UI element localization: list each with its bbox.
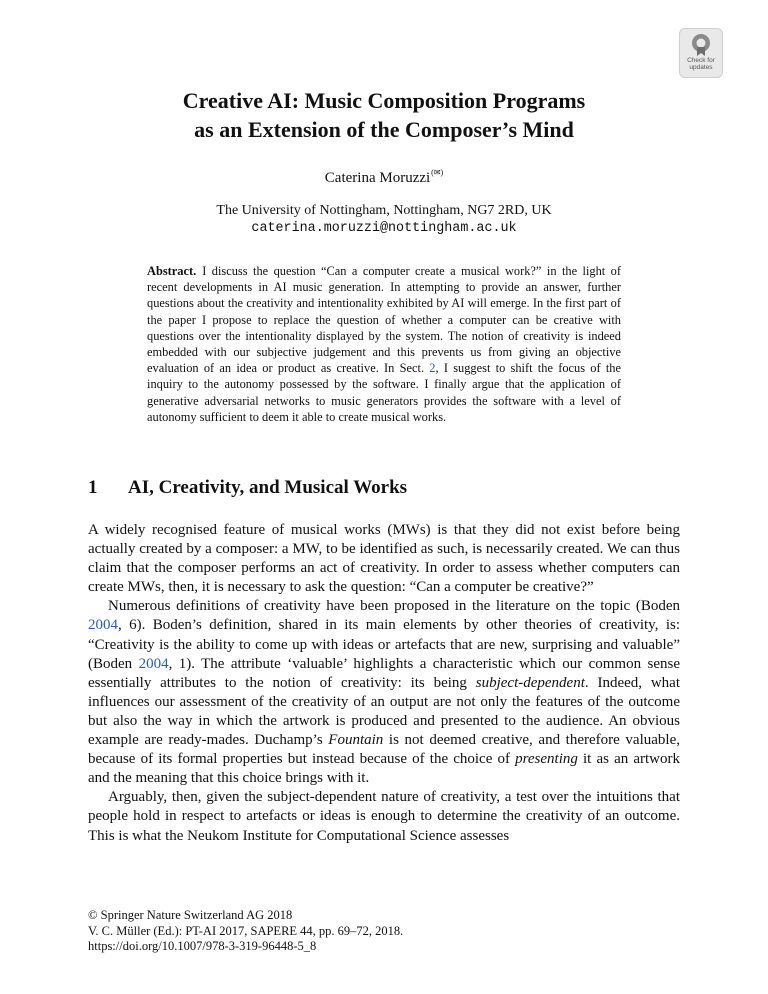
envelope-icon[interactable]: (✉) (431, 168, 444, 177)
abstract-text-a: I discuss the question “Can a computer create a musical work?” in the light of recent developments in AI music generation. In attempting to provide an answer, further questions about the creativity and intentionality exhibited by AI will emerge. In the first part of the paper I propose to replace the question of whether a computer can be creative with questions over the intentionality displayed by the system. The notion of creativity is indeed embedded with our subjective judgement and this prevents us from giving an objective evaluation of an idea or product as creative. In Sect. (147, 264, 621, 376)
author-name: Caterina Moruzzi (324, 170, 431, 186)
body-text (88, 521, 680, 846)
p2-text-c: , 1). The attribute ‘valuable’ highlights a characteristic which our common sense essentially attributes to the notion of creativity: its being (88, 655, 680, 691)
doi-link[interactable]: https://doi.org/10.1007/978-3-319-96448-5_8 (88, 939, 317, 953)
bookmark-ribbon-icon (690, 33, 712, 57)
section-ref-link[interactable]: 2 (429, 361, 436, 376)
citation-link[interactable]: 2004 (88, 617, 118, 634)
copyright-footer (88, 908, 403, 955)
badge-label-line2: updates (689, 64, 713, 71)
emphasis-subject-dependent: subject-dependent (475, 674, 585, 691)
emphasis-presenting: presenting (515, 751, 578, 768)
check-for-updates-badge[interactable] (679, 28, 723, 78)
paragraph-3: Arguably, then, given the subject-dependent nature of creativity, a test over the intuitions that people hold in respect to artefacts or ideas is enough to determine the creativity of an outcome. This is what the Neukom Institute for Computational Science assesses (88, 789, 680, 844)
paragraph-1: A widely recognised feature of musical works (MWs) is that they did not exist before being actually created by a composer: a MW, to be identified as such, is necessarily created. We can thus claim that the composer performs an act of creativity. In order to assess whether computers can create MWs, then, it is necessary to ask the question: “Can a computer be creative?” (88, 522, 680, 596)
section-title: AI, Creativity, and Musical Works (128, 477, 408, 498)
paragraph-2 (88, 597, 680, 788)
citation-line: V. C. Müller (Ed.): PT-AI 2017, SAPERE 44, pp. 69–72, 2018. (88, 923, 404, 938)
title-line-2: as an Extension of the Composer’s Mind (194, 117, 574, 142)
badge-label-line1: Check for (687, 57, 715, 64)
section-number: 1 (88, 477, 98, 498)
title-line-1: Creative AI: Music Composition Programs (182, 88, 586, 113)
citation-link[interactable]: 2004 (138, 655, 169, 672)
copyright-line: © Springer Nature Switzerland AG 2018 (88, 908, 293, 922)
abstract-text-b: , I suggest to shift the focus of the inquiry to the autonomy possessed by the software. I finally argue that the application of generative adversarial networks to music generators provides the software with a level of autonomy sufficient to deem it able to create musical works. (147, 361, 621, 424)
paper-title (0, 86, 768, 144)
p2-text-b: , 6). Boden’s definition, shared in its main elements by other theories of creativity, is: “Creativity is the ability to come up with ideas or artefacts that are new, surprising and valuable” (Boden (88, 617, 680, 672)
p2-text-a: Numerous definitions of creativity have been proposed in the literature on the topic (Boden (108, 598, 680, 615)
abstract (147, 263, 621, 425)
affiliation (0, 202, 768, 238)
emphasis-fountain: Fountain (328, 732, 384, 749)
institution: The University of Nottingham, Nottingham, NG7 2RD, UK (216, 203, 552, 218)
author-line (0, 168, 768, 187)
p2-text-f: it as an artwork and the meaning that this choice brings with it. (88, 751, 680, 787)
abstract-label: Abstract. (147, 264, 197, 278)
section-heading (88, 477, 407, 499)
p2-text-d: . Indeed, what influences our assessment of the creativity of an output are not only the features of the outcome but also the way in which the artwork is produced and presented to the audience. An obvious example are ready-mades. Duchamp’s (88, 674, 681, 749)
email-link[interactable]: caterina.moruzzi@nottingham.ac.uk (251, 221, 517, 236)
p2-text-e: is not deemed creative, and therefore valuable, because of its formal properties but instead because of the choice of (88, 732, 680, 768)
